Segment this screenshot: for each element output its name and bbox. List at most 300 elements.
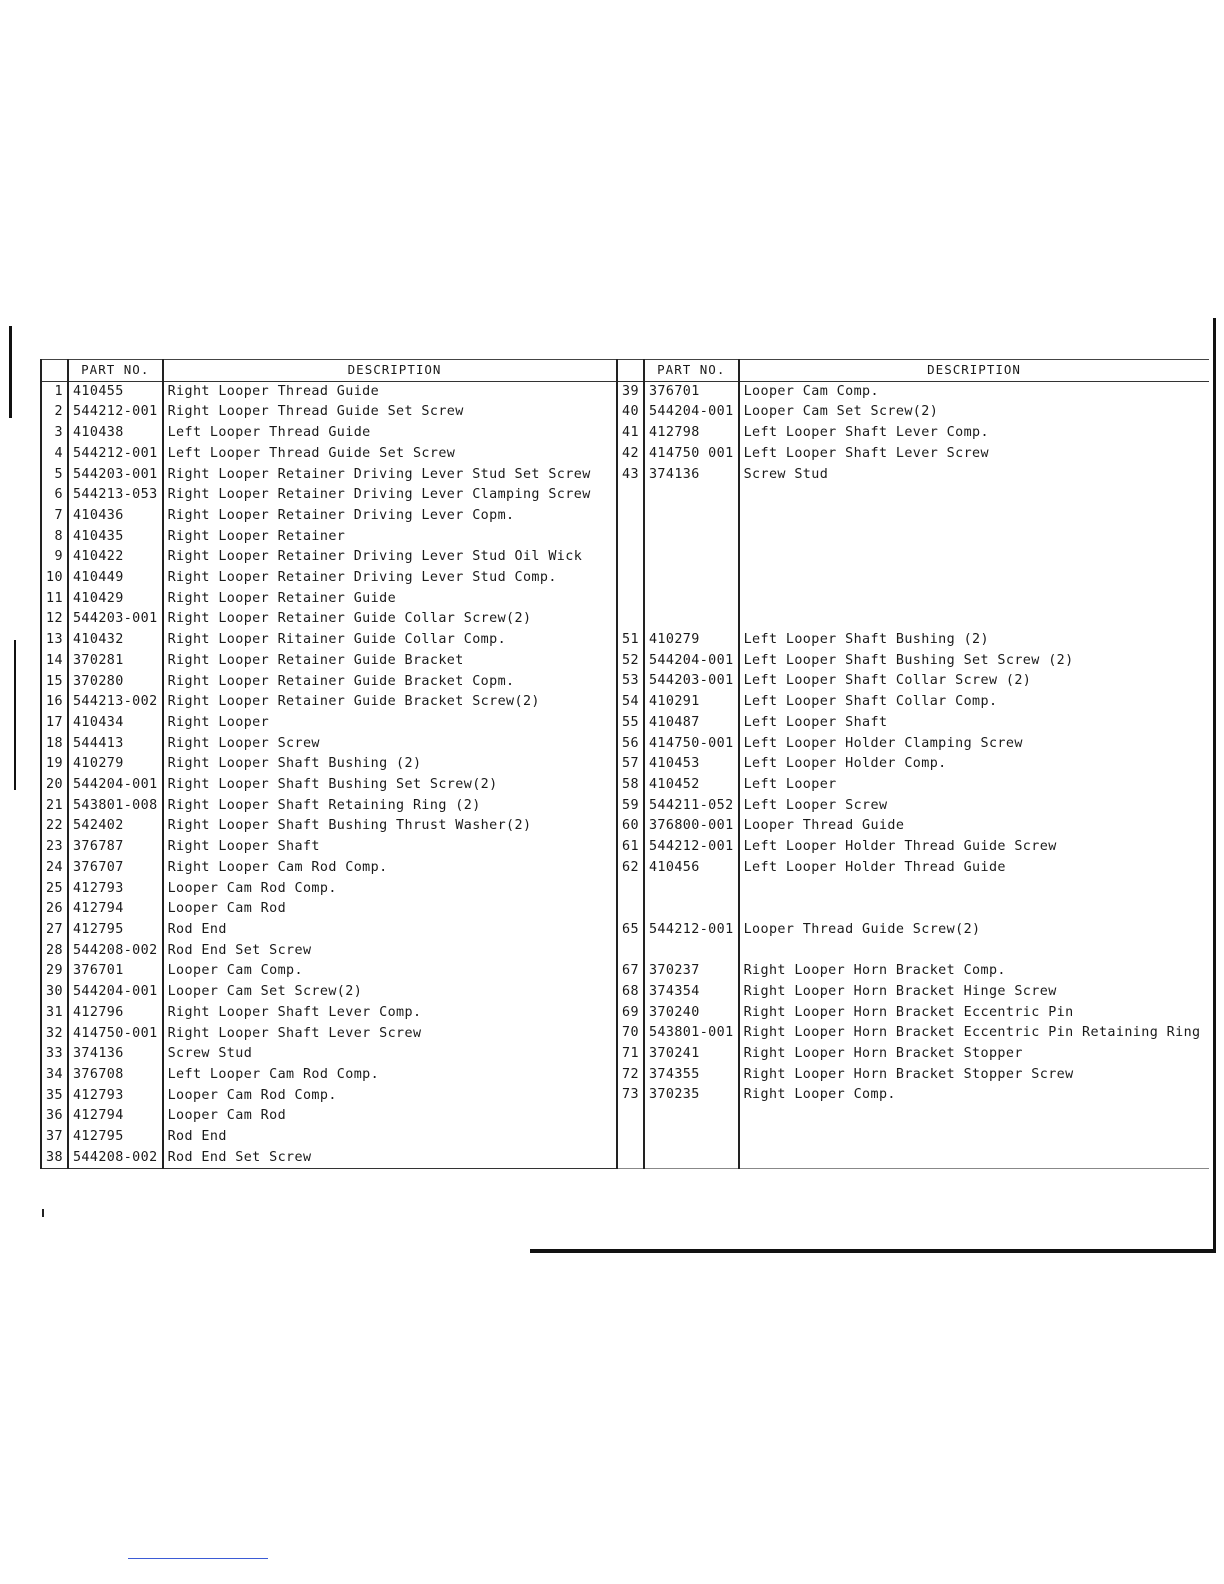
part-number: 544213-053 [68,485,163,506]
table-row [617,444,1209,465]
row-number: 37 [41,1127,68,1148]
part-description: Looper Cam Rod [167,901,287,917]
part-description: Right Looper Comp. [743,1087,896,1103]
row-number: 25 [41,879,68,900]
table-row [41,1106,626,1127]
row-number: 36 [41,1106,68,1127]
part-number: 376787 [68,837,163,858]
row-number: 68 [617,982,644,1003]
row-number: 31 [41,1003,68,1024]
part-number: 414750-001 [68,1024,163,1045]
table-row [41,961,626,982]
table-row [617,837,1209,858]
part-description [739,941,1209,962]
part-number: 544212-001 [644,920,739,941]
part-description: Looper Cam Comp. [167,963,303,979]
row-number: 4 [41,444,68,465]
part-number: 376707 [68,858,163,879]
part-number: 414750 001 [644,444,739,465]
row-number [617,485,644,506]
part-number: 412793 [68,879,163,900]
part-number: 410291 [644,692,739,713]
part-description: Right Looper Horn Bracket Comp. [743,963,1006,979]
header-description: DESCRIPTION [739,360,1209,382]
part-number: 412794 [68,1106,163,1127]
part-description: Looper Cam Rod [167,1108,287,1124]
row-number [617,506,644,527]
row-number: 61 [617,837,644,858]
part-number: 544212-001 [68,402,163,423]
part-number: 374354 [644,982,739,1003]
part-number: 370237 [644,961,739,982]
part-description: Rod End [167,921,227,937]
row-number: 71 [617,1044,644,1065]
part-description: Looper Thread Guide [743,818,905,834]
row-number: 10 [41,568,68,589]
row-number: 23 [41,837,68,858]
part-description: Right Looper Thread Guide [167,383,380,399]
part-description: Right Looper Cam Rod Comp. [167,859,388,875]
table-row [617,568,1209,589]
part-description: Rod End [167,1129,227,1145]
part-number: 410455 [68,381,163,402]
table-row [617,402,1209,423]
row-number: 51 [617,630,644,651]
table-row [41,1003,626,1024]
row-number: 12 [41,609,68,630]
row-number: 39 [617,381,644,402]
table-row [41,1148,626,1169]
part-description: Looper Cam Rod Comp. [167,1087,337,1103]
row-number [617,568,644,589]
row-number: 34 [41,1065,68,1086]
part-description: Right Looper Horn Bracket Stopper Screw [743,1066,1074,1082]
part-description [739,609,1209,630]
part-number: 544204-001 [68,775,163,796]
row-number: 20 [41,775,68,796]
row-number: 52 [617,651,644,672]
part-number: 370280 [68,672,163,693]
row-number: 13 [41,630,68,651]
row-number: 27 [41,920,68,941]
part-description: Right Looper Shaft Bushing Set Screw(2) [167,777,498,793]
row-number [617,547,644,568]
part-number: 544413 [68,734,163,755]
part-description: Left Looper Thread Guide [167,425,371,441]
row-number: 18 [41,734,68,755]
row-number: 43 [617,465,644,486]
table-row [41,941,626,962]
table-row [41,402,626,423]
row-number: 19 [41,754,68,775]
table-row [41,858,626,879]
scan-mark [14,640,16,790]
table-header-row [617,360,1209,382]
part-number: 544208-002 [68,1148,163,1169]
header-no [617,360,644,382]
part-number [644,506,739,527]
part-number: 374136 [68,1044,163,1065]
part-description: Right Looper Retainer Guide Bracket Screw(2) [167,694,540,710]
part-description: Right Looper Retainer Guide [167,590,397,606]
part-description: Left Looper Shaft Lever Screw [743,445,989,461]
row-number: 3 [41,423,68,444]
part-number: 412795 [68,920,163,941]
table-row [617,754,1209,775]
table-row [41,485,626,506]
table-row [41,899,626,920]
row-number: 30 [41,982,68,1003]
row-number: 6 [41,485,68,506]
part-description: Looper Thread Guide Screw(2) [743,921,981,937]
part-number: 410487 [644,713,739,734]
parts-table-right-body [617,381,1209,1169]
part-number: 410432 [68,630,163,651]
part-number: 410438 [68,423,163,444]
table-row [41,506,626,527]
row-number: 33 [41,1044,68,1065]
part-number: 544213-002 [68,692,163,713]
part-description: Right Looper Retainer Driving Lever Clamping Screw [167,487,591,503]
part-description: Left Looper Shaft Bushing (2) [743,632,989,648]
part-description [739,1127,1209,1148]
part-number [644,609,739,630]
table-row [41,527,626,548]
row-number: 7 [41,506,68,527]
table-row [41,837,626,858]
table-row [617,465,1209,486]
row-number [617,589,644,610]
table-row [41,589,626,610]
row-number: 1 [41,381,68,402]
part-number: 376701 [68,961,163,982]
table-row [617,858,1209,879]
part-description: Right Looper Retainer Guide Collar Screw(2) [167,611,532,627]
part-description: Left Looper Holder Comp. [743,756,947,772]
part-number: 412794 [68,899,163,920]
row-number: 9 [41,547,68,568]
part-number [644,1127,739,1148]
row-number: 14 [41,651,68,672]
table-row [617,1003,1209,1024]
table-row [41,651,626,672]
part-number [644,1148,739,1169]
part-description: Right Looper Retainer Driving Lever Copm. [167,507,515,523]
row-number: 29 [41,961,68,982]
part-number: 544212-001 [68,444,163,465]
part-number: 544204-001 [644,651,739,672]
part-description: Looper Cam Comp. [743,383,879,399]
row-number: 8 [41,527,68,548]
table-row [41,672,626,693]
part-description: Right Looper Retainer Driving Lever Stud Set Screw [167,466,591,482]
part-description [739,485,1209,506]
part-number: 374355 [644,1065,739,1086]
scan-bottom-rule [530,1249,1216,1253]
row-number: 22 [41,816,68,837]
table-row [41,1044,626,1065]
part-description: Right Looper Horn Bracket Eccentric Pin Retaining Ring [743,1025,1201,1041]
scan-mark [9,326,12,418]
table-row [617,1106,1209,1127]
part-description: Left Looper Screw [743,797,888,813]
table-row [617,796,1209,817]
table-row [41,692,626,713]
row-number: 73 [617,1085,644,1106]
row-number [617,1148,644,1169]
part-number: 544203-001 [68,465,163,486]
table-row [41,775,626,796]
row-number: 35 [41,1086,68,1107]
row-number: 16 [41,692,68,713]
part-number: 544203-001 [68,609,163,630]
part-description: Left Looper Shaft Bushing Set Screw (2) [743,652,1074,668]
table-row [41,444,626,465]
part-description [739,878,1209,899]
header-no [41,360,68,382]
row-number: 28 [41,941,68,962]
table-row [41,713,626,734]
row-number: 38 [41,1148,68,1169]
part-description: Right Looper Shaft Retaining Ring (2) [167,797,481,813]
part-number: 543801-008 [68,796,163,817]
page-link-underline [128,1558,268,1559]
part-number: 410422 [68,547,163,568]
part-description: Right Looper Shaft Lever Screw [167,1025,422,1041]
table-row [617,651,1209,672]
part-number [644,589,739,610]
part-description: Right Looper Retainer Guide Bracket [167,652,464,668]
part-description: Right Looper Shaft Lever Comp. [167,1004,422,1020]
part-number: 544203-001 [644,671,739,692]
part-number: 544212-001 [644,837,739,858]
row-number [617,1127,644,1148]
part-number [644,878,739,899]
table-row [617,1148,1209,1169]
row-number [617,941,644,962]
part-number: 544211-052 [644,796,739,817]
part-number: 412795 [68,1127,163,1148]
part-number [644,547,739,568]
part-description: Rod End Set Screw [167,942,312,958]
table-row [41,381,626,402]
part-number: 370240 [644,1003,739,1024]
part-description [739,547,1209,568]
row-number: 26 [41,899,68,920]
part-description [739,899,1209,920]
table-row [617,485,1209,506]
table-row [617,982,1209,1003]
row-number [617,1106,644,1127]
table-row [617,609,1209,630]
table-row [617,775,1209,796]
row-number: 70 [617,1023,644,1044]
part-number: 410453 [644,754,739,775]
row-number: 67 [617,961,644,982]
table-row [41,609,626,630]
table-row [617,1127,1209,1148]
row-number [617,899,644,920]
header-part-no: PART NO. [68,360,163,382]
table-row [617,878,1209,899]
part-number: 412798 [644,423,739,444]
part-number: 542402 [68,816,163,837]
row-number: 15 [41,672,68,693]
table-row [41,547,626,568]
table-row [41,1024,626,1045]
part-number [644,899,739,920]
table-row [617,713,1209,734]
table-row [617,671,1209,692]
row-number: 41 [617,423,644,444]
part-description [739,589,1209,610]
table-row [617,589,1209,610]
part-description: Left Looper Shaft Collar Screw (2) [743,673,1032,689]
part-description: Right Looper Horn Bracket Eccentric Pin [743,1004,1074,1020]
row-number: 32 [41,1024,68,1045]
part-number: 370281 [68,651,163,672]
part-number: 370241 [644,1044,739,1065]
row-number [617,609,644,630]
table-row [617,899,1209,920]
part-number: 544204-001 [644,402,739,423]
part-number: 410449 [68,568,163,589]
table-row [41,630,626,651]
table-row [617,547,1209,568]
part-description: Right Looper Shaft Bushing Thrust Washer(2) [167,818,532,834]
table-row [41,1065,626,1086]
part-number [644,941,739,962]
part-number: 412796 [68,1003,163,1024]
parts-table-right [616,359,1209,1169]
part-number [644,485,739,506]
part-description: Left Looper Thread Guide Set Screw [167,445,456,461]
table-row [41,465,626,486]
part-number: 414750-001 [644,734,739,755]
row-number: 56 [617,734,644,755]
part-number: 543801-001 [644,1023,739,1044]
table-row [617,920,1209,941]
table-row [617,381,1209,402]
table-row [41,423,626,444]
part-description: Left Looper Holder Clamping Screw [743,735,1023,751]
part-number [644,1106,739,1127]
table-row [617,506,1209,527]
part-number: 410434 [68,713,163,734]
row-number: 2 [41,402,68,423]
part-description: Right Looper Retainer Driving Lever Stud Comp. [167,570,557,586]
table-row [617,423,1209,444]
part-description: Looper Cam Rod Comp. [167,880,337,896]
table-row [617,961,1209,982]
part-description: Left Looper Shaft [743,714,888,730]
part-description: Right Looper Horn Bracket Hinge Screw [743,983,1057,999]
part-description [739,527,1209,548]
table-row [41,568,626,589]
part-description: Looper Cam Set Screw(2) [743,404,939,420]
part-number: 410452 [644,775,739,796]
part-description: Left Looper Holder Thread Guide [743,859,1006,875]
table-row [41,1127,626,1148]
part-number: 410279 [644,630,739,651]
part-number: 412793 [68,1086,163,1107]
part-description: Rod End Set Screw [167,1149,312,1165]
part-description [739,568,1209,589]
part-number: 410436 [68,506,163,527]
part-number: 370235 [644,1085,739,1106]
table-row [41,1086,626,1107]
part-description: Right Looper Retainer Driving Lever Stud Oil Wick [167,549,583,565]
part-number: 374136 [644,465,739,486]
row-number: 54 [617,692,644,713]
table-row [41,816,626,837]
scan-edge [1213,318,1216,1253]
table-row [617,1044,1209,1065]
part-number: 544204-001 [68,982,163,1003]
part-number: 376800-001 [644,816,739,837]
table-row [617,734,1209,755]
table-row [41,982,626,1003]
part-description: Left Looper Holder Thread Guide Screw [743,839,1057,855]
table-row [617,816,1209,837]
table-row [41,796,626,817]
row-number: 72 [617,1065,644,1086]
row-number: 55 [617,713,644,734]
table-row [617,1065,1209,1086]
row-number: 5 [41,465,68,486]
table-header-row [41,360,626,382]
part-number: 410279 [68,754,163,775]
row-number: 21 [41,796,68,817]
part-description [739,506,1209,527]
table-row [617,1023,1209,1044]
part-description: Left Looper Shaft Lever Comp. [743,425,989,441]
part-description: Right Looper Horn Bracket Stopper [743,1046,1023,1062]
parts-table-left [40,359,626,1169]
row-number: 62 [617,858,644,879]
table-row [41,734,626,755]
part-description: Left Looper Shaft Collar Comp. [743,694,998,710]
scan-speck [42,1209,44,1217]
part-description: Left Looper [743,776,837,792]
row-number [617,527,644,548]
row-number: 53 [617,671,644,692]
row-number: 60 [617,816,644,837]
part-number: 544208-002 [68,941,163,962]
part-description: Right Looper Retainer Guide Bracket Copm. [167,673,515,689]
row-number [617,878,644,899]
part-description: Looper Cam Set Screw(2) [167,984,363,1000]
row-number: 42 [617,444,644,465]
part-number: 410429 [68,589,163,610]
part-number: 376701 [644,381,739,402]
part-description: Right Looper Retainer [167,528,346,544]
part-description [739,1148,1209,1169]
part-number: 410456 [644,858,739,879]
table-row [41,879,626,900]
table-row [41,754,626,775]
header-part-no: PART NO. [644,360,739,382]
table-row [617,527,1209,548]
header-description: DESCRIPTION [163,360,626,382]
parts-table-left-body [41,381,626,1169]
row-number: 59 [617,796,644,817]
table-row [41,920,626,941]
table-row [617,630,1209,651]
part-description: Right Looper Ritainer Guide Collar Comp. [167,632,507,648]
part-number [644,527,739,548]
table-row [617,1085,1209,1106]
